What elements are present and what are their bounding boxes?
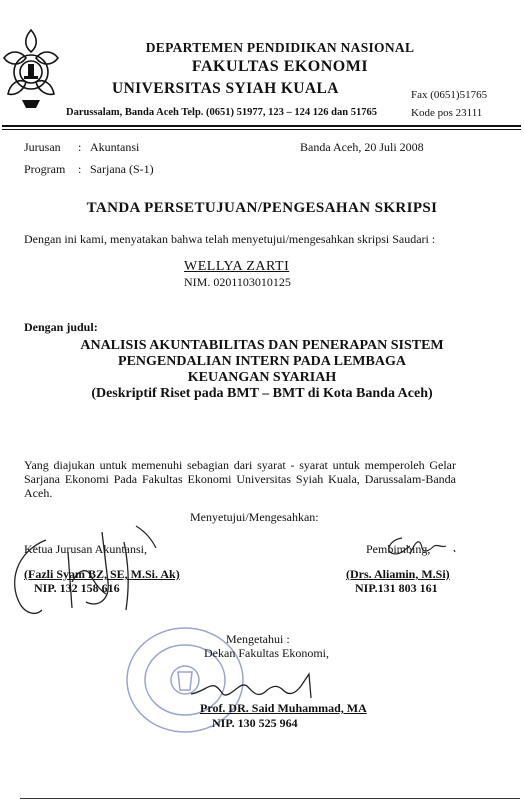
document-title: TANDA PERSETUJUAN/PENGESAHAN SKRIPSI — [86, 200, 438, 216]
jurusan-label: Jurusan — [24, 140, 61, 154]
dean-role: Dekan Fakultas Ekonomi, — [204, 646, 329, 660]
bottom-rule — [20, 798, 520, 799]
address-line: Darussalam, Banda Aceh Telp. (0651) 51977, 123 – 124 126 dan 51765 — [66, 107, 377, 118]
known-label: Mengetahui : — [226, 632, 290, 646]
ministry-name: DEPARTEMEN PENDIDIKAN NASIONAL — [145, 40, 415, 55]
student-nim: NIM. 0201103010125 — [184, 275, 291, 289]
supervisor-nip: NIP.131 803 161 — [355, 581, 438, 595]
letterhead-rule — [2, 125, 521, 127]
approval-label: Menyetujui/Mengesahkan: — [190, 510, 319, 524]
intro-text: Dengan ini kami, menyatakan bahwa telah menyetujui/mengesahkan skripsi Saudari : — [24, 232, 436, 246]
supervisor-name: (Drs. Aliamin, M.Si) — [346, 567, 450, 581]
faculty-name: FAKULTAS EKONOMI — [191, 58, 369, 75]
supervisor-role: Pembimbing, — [366, 542, 431, 556]
head-dept-name: (Fazli Syam BZ, SE, M.Si. Ak) — [24, 567, 180, 581]
university-logo — [2, 28, 60, 114]
signature-right-icon — [380, 528, 460, 568]
head-dept-role: Ketua Jurusan Akuntansi, — [24, 542, 147, 556]
postal-code: Kode pos 23111 — [411, 107, 483, 119]
letterhead-rule-thin — [2, 129, 521, 130]
thesis-title-line: KEUANGAN SYARIAH — [187, 370, 337, 385]
program-value: Sarjana (S-1) — [90, 162, 154, 176]
jurusan-sep: : — [78, 140, 82, 154]
place-date: Banda Aceh, 20 Juli 2008 — [300, 140, 424, 154]
program-sep: : — [78, 162, 82, 176]
student-name: WELLYA ZARTI — [184, 259, 290, 274]
jurusan-value: Akuntansi — [90, 140, 140, 154]
purpose-paragraph: Yang diajukan untuk memenuhi sebagian dari syarat - syarat untuk memperoleh Gelar Sarjana Ekonomi Pada Fakultas Ekonomi Universitas Syiah Kuala, Darussalam-Banda Aceh. — [24, 458, 456, 500]
head-dept-nip: NIP. 132 158 616 — [34, 581, 120, 595]
judul-label: Dengan judul: — [24, 320, 98, 334]
thesis-subtitle: (Deskriptif Riset pada BMT – BMT di Kota Banda Aceh) — [91, 386, 433, 401]
university-name: UNIVERSITAS SYIAH KUALA — [112, 80, 339, 97]
fax-number: Fax (0651)51765 — [411, 89, 488, 101]
thesis-title-line: PENGENDALIAN INTERN PADA LEMBAGA — [118, 354, 406, 369]
dean-nip: NIP. 130 525 964 — [212, 716, 298, 730]
thesis-title-line: ANALISIS AKUNTABILITAS DAN PENERAPAN SISTEM — [80, 338, 444, 353]
program-label: Program — [24, 162, 66, 176]
dean-name: Prof. DR. Said Muhammad, MA — [200, 701, 367, 715]
